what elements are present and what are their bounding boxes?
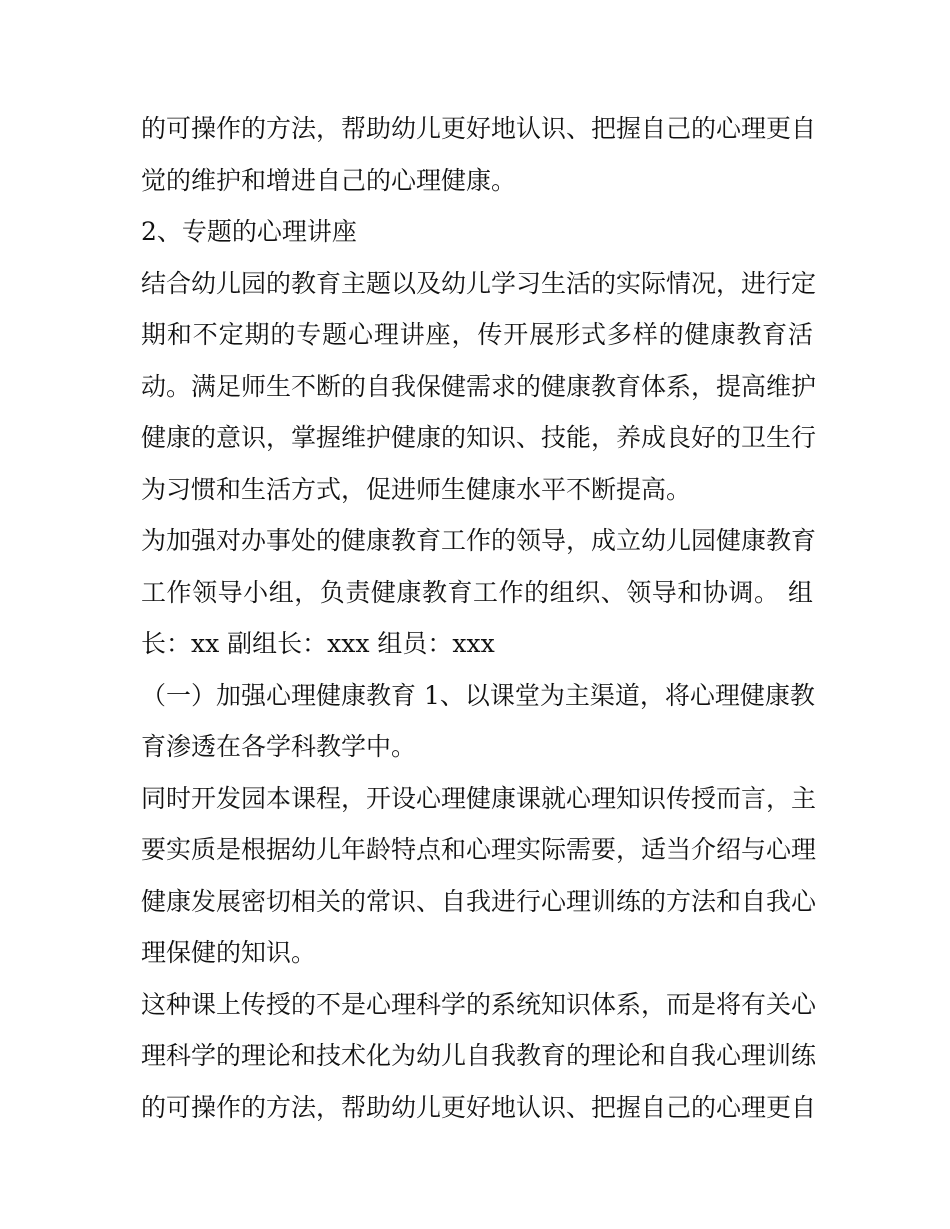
- section-heading: 2、专题的心理讲座: [141, 217, 357, 246]
- text-line: 为加强对办事处的健康教育工作的领导，成立幼儿园健康教育: [141, 526, 817, 555]
- text-line: 的可操作的方法，帮助幼儿更好地认识、把握自己的心理更自: [141, 1092, 817, 1122]
- text-line: 工作领导小组，负责健康教育工作的组织、领导和协调。 组: [141, 577, 813, 607]
- document-body: [141, 103, 817, 1133]
- text-line: 觉的维护和增进自己的心理健康。: [141, 165, 517, 195]
- text-line: 理保健的知识。: [141, 938, 317, 967]
- text-line: 育渗透在各学科教学中。: [141, 732, 417, 761]
- text-line: 长：xx 副组长：xxx 组员：xxx: [141, 629, 495, 658]
- text-line: 结合幼儿园的教育主题以及幼儿学习生活的实际情况，进行定: [141, 268, 817, 298]
- text-line: 健康的意识，掌握维护健康的知识、技能，养成良好的卫生行: [141, 423, 817, 452]
- text-line: 期和不定期的专题心理讲座，传开展形式多样的健康教育活: [141, 320, 813, 349]
- text-line: 这种课上传授的不是心理科学的系统知识体系，而是将有关心: [141, 989, 817, 1019]
- text-line: （一）加强心理健康教育 1、以课堂为主渠道，将心理健康教: [141, 680, 815, 710]
- text-line: 要实质是根据幼儿年龄特点和心理实际需要，适当介绍与心理: [141, 835, 817, 864]
- text-line: 为习惯和生活方式，促进师生健康水平不断提高。: [141, 474, 692, 504]
- text-line: 动。满足师生不断的自我保健需求的健康教育体系，提高维护: [141, 371, 817, 401]
- text-line: 健康发展密切相关的常识、自我进行心理训练的方法和自我心: [141, 886, 817, 916]
- text-line: 理科学的理论和技术化为幼儿自我教育的理论和自我心理训练: [141, 1041, 817, 1070]
- text-line: 同时开发园本课程，开设心理健康课就心理知识传授而言，主: [141, 783, 817, 813]
- text-line: 的可操作的方法，帮助幼儿更好地认识、把握自己的心理更自: [141, 114, 817, 143]
